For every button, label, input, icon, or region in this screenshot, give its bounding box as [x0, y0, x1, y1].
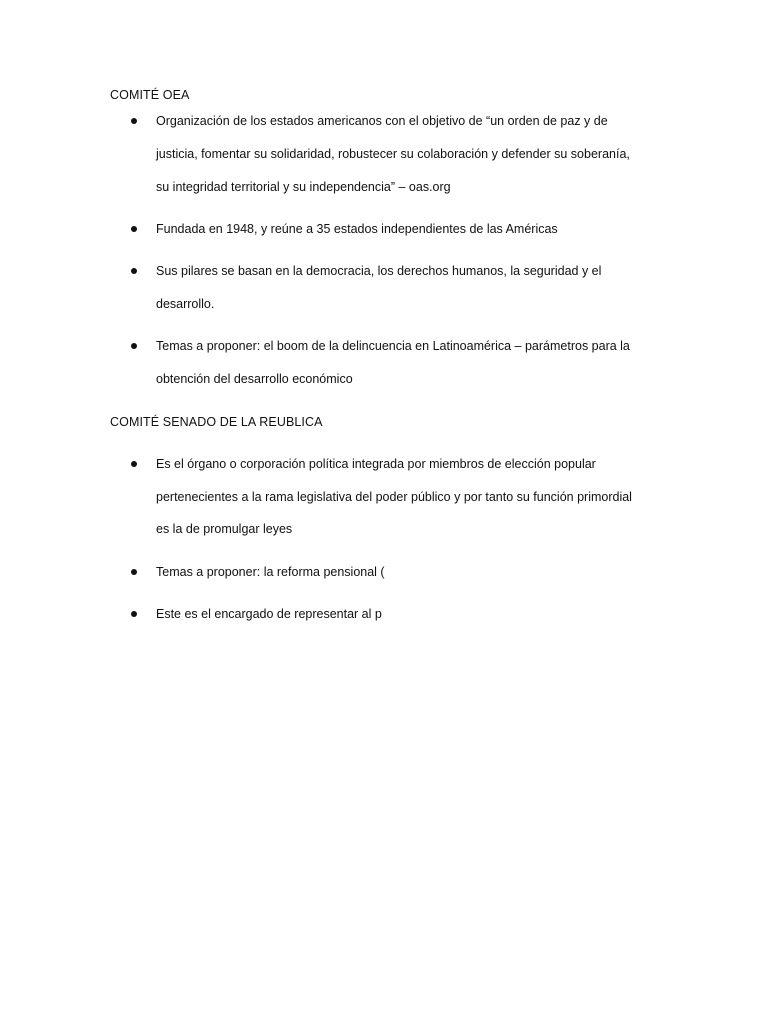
- section-heading-oea: COMITÉ OEA: [110, 88, 190, 102]
- bullet-icon: [131, 268, 137, 274]
- list-item-line: justicia, fomentar su solidaridad, robustecer su colaboración y defender su soberanía,: [156, 147, 630, 161]
- section-heading-senado: COMITÉ SENADO DE LA REUBLICA: [110, 415, 323, 429]
- list-item-line: pertenecientes a la rama legislativa del poder público y por tanto su función primordial: [156, 490, 632, 504]
- list-item-line: Sus pilares se basan en la democracia, los derechos humanos, la seguridad y el: [156, 264, 602, 278]
- bullet-icon: [131, 343, 137, 349]
- bullet-icon: [131, 611, 137, 617]
- list-item-line: Temas a proponer: el boom de la delincuencia en Latinoamérica – parámetros para la: [156, 339, 630, 353]
- list-item-line: Fundada en 1948, y reúne a 35 estados independientes de las Américas: [156, 222, 558, 236]
- list-item-line: Organización de los estados americanos con el objetivo de “un orden de paz y de: [156, 114, 608, 128]
- list-item-line: es la de promulgar leyes: [156, 522, 293, 536]
- list-item-line: Este es el encargado de representar al p: [156, 607, 382, 621]
- list-item-line: su integridad territorial y su independencia” – oas.org: [156, 180, 451, 194]
- bullet-icon: [131, 569, 137, 575]
- list-item-line: desarrollo.: [156, 297, 215, 311]
- bullet-icon: [131, 461, 137, 467]
- list-item-line: Temas a proponer: la reforma pensional (: [156, 565, 385, 579]
- list-item-line: Es el órgano o corporación política integrada por miembros de elección popular: [156, 457, 596, 471]
- bullet-icon: [131, 226, 137, 232]
- bullet-icon: [131, 118, 137, 124]
- list-item-line: obtención del desarrollo económico: [156, 372, 353, 386]
